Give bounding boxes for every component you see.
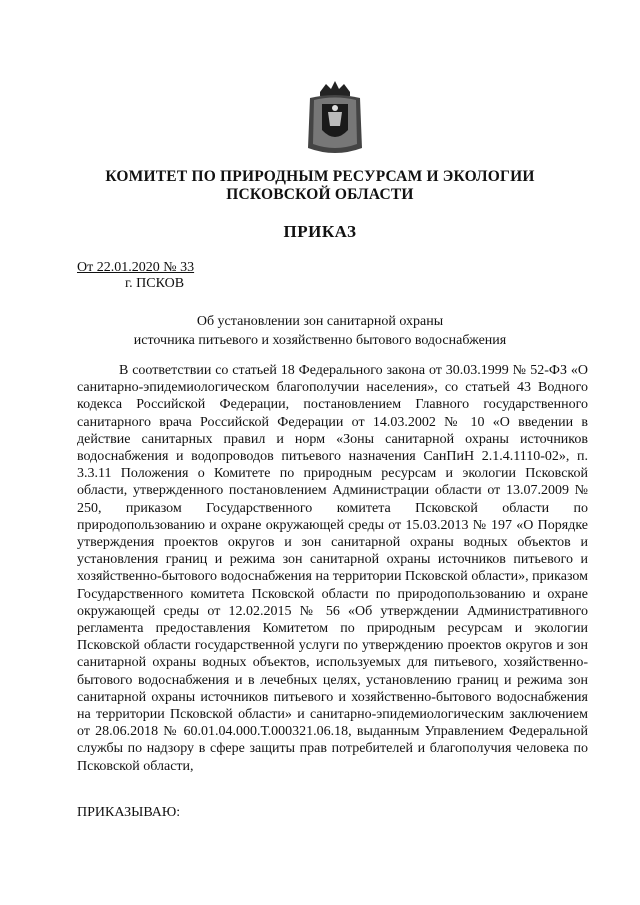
body-paragraph: В соответствии со статьей 18 Федерального закона от 30.03.1999 № 52-ФЗ «О санитарно-эпидемиологическом благополучии населения», со статьей 43 Водного кодекса Российской Федерации, постановлением Главного государственного санитарного врача Российской Федерации от 14.03.2002 № 10 «О введении в действие санитарных правил и норм «Зоны санитарной охраны источников водоснабжения и водопроводов питьевого назначения СанПиН 2.1.4.1110-02», п. 3.3.11 Положения о Комитете по природным ресурсам и экологии Псковской области, утвержденного постановлением Администрации области от 13.07.2009 № 250, приказом Государственного комитета Псковской области по природопользованию и охране окружающей среды от 15.03.2013 № 197 «О Порядке утверждения проектов округов и зон санитарной охраны водных объектов и установления границ и режима зон санитарной охраны источников питьевого и хозяйственно-бытового водоснабжения на территории Псковской области», приказом Государственного комитета Псковской области по природопользованию и охране окружающей среды от 12.02.2015 № 56 «Об утверждении Административного регламента предоставления Комитетом по природным ресурсам и экологии Псковской области государственной услуги по утверждению проектов округов и зон санитарной охраны водных объектов, используемых для питьевого, хозяйственно-бытового водоснабжения и в лечебных целях, установлению границ и режима зон санитарной охраны источников питьевого и хозяйственно-бытового водоснабжения на территории Псковской области» и санитарно-эпидемиологическим заключением от 28.06.2018 № 60.01.04.000.Т.000321.06.18, выданным Управлением Федеральной службы по надзору в сфере защиты прав потребителей и благополучия человека по Псковской области, — [77, 363, 588, 774]
organization-line-2: ПСКОВСКОЙ ОБЛАСТИ — [226, 186, 414, 203]
document-meta — [77, 260, 194, 292]
organization-name — [40, 168, 600, 204]
date-number: От 22.01.2020 № 33 — [77, 260, 195, 275]
organization-line-1: КОМИТЕТ ПО ПРИРОДНЫМ РЕСУРСАМ И ЭКОЛОГИИ — [105, 168, 535, 185]
order-word: ПРИКАЗЫВАЮ: — [77, 805, 181, 820]
coat-of-arms-icon — [300, 78, 370, 158]
document-subject — [60, 312, 580, 350]
subject-line-1: Об установлении зон санитарной охраны — [196, 314, 444, 329]
subject-line-2: источника питьевого и хозяйственно бытового водоснабжения — [133, 333, 507, 348]
document-type: ПРИКАЗ — [283, 222, 357, 241]
city: г. ПСКОВ — [125, 276, 185, 291]
